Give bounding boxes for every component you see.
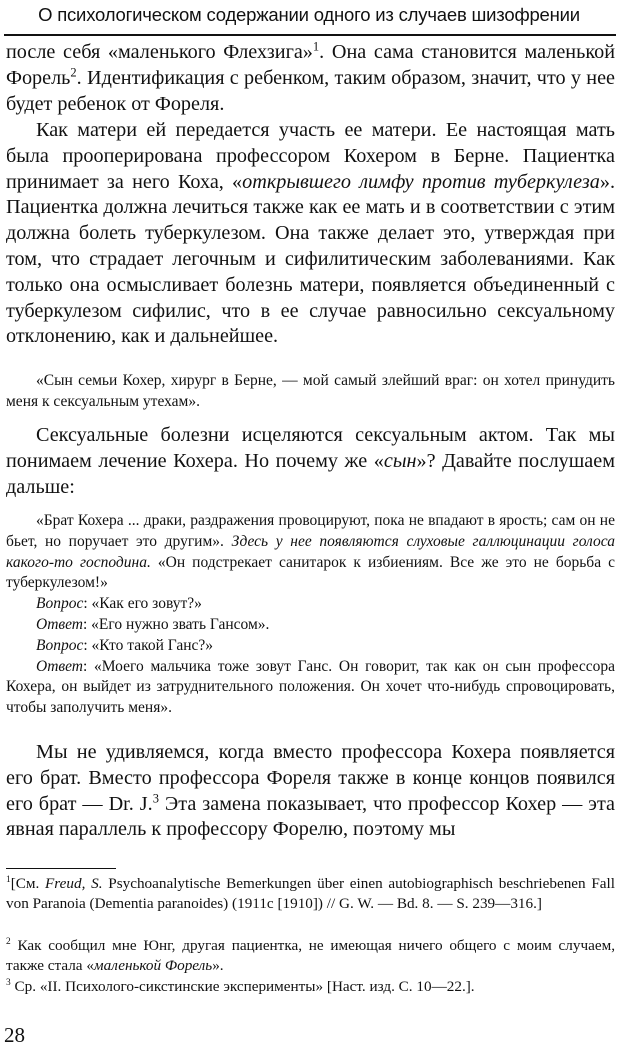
footnote-3 [6, 977, 615, 997]
dialog-role: Вопрос [36, 636, 84, 654]
footnote-2 [6, 936, 615, 976]
quote-text-a: «Брат Кохера ... драки, раздражения провоцируют, пока не впадают в ярость; сам он не бьет, но поручает это другим». [6, 512, 615, 550]
dialog-line [6, 657, 615, 719]
paragraph-2-text-b: ». Пациентка должна лечиться также как ее мать и в соответствии с этим должна болеть туберкулезом. Она также делает это, утверждая при том, что страдает легочным и сифилитическим заболеваниями. Как только она осмысливает болезнь матери, появляется объединенный с туберкулезом сифилис, что в ее случае равносильно сексуальному отклонению, как и дальнейшее. [6, 170, 615, 348]
quote-text-b: «Он подстрекает санитарок к избиениям. Все же это не борьба с туберкулезом!» [6, 553, 615, 592]
dialog-text: : «Его нужно звать Гансом». [82, 615, 270, 633]
dialog-line [6, 615, 615, 636]
paragraph-3-text-b: »? Давайте послушаем дальше: [6, 449, 615, 498]
dialog-text: : «Моего мальчика тоже зовут Ганс. Он говорит, так как он сын профессора Кохера, он выйдет из затруднительного положения. Он хочет что-нибудь спровоцировать, чтобы заполучить меня». [6, 657, 615, 717]
footnote-text-a: [См. [10, 875, 46, 892]
footnote-ref-2[interactable]: 2 [70, 65, 77, 80]
paragraph-3 [6, 423, 615, 500]
footnote-emphasis: маленькой Форель [93, 956, 213, 974]
paragraph-4-text-b: Эта замена показывает, что профессор Кохер — эта явная параллель к профессору Форелю, поэтому мы [6, 792, 615, 841]
footnote-ref-1[interactable]: 1 [312, 39, 320, 54]
dialog-text: : «Как его зовут?» [83, 595, 202, 613]
footnote-emphasis: Freud, S. [45, 875, 103, 892]
header-rule [4, 34, 616, 36]
block-quote-1: «Сын семьи Кохер, хирург в Берне, — мой самый злейший враг: он хотел принудить меня к сексуальным утехам». [6, 372, 615, 410]
paragraph-4 [6, 740, 615, 843]
dialog-role: Ответ [36, 657, 83, 675]
paragraph-1-text-a: после себя «маленького Флехзига» [6, 41, 313, 63]
footnote-text-a: Как сообщил мне Юнг, другая пациентка, не имеющая ничего общего с моим случаем, также стала « [6, 937, 615, 974]
paragraph-1 [6, 40, 615, 117]
quote-paragraph [6, 511, 615, 594]
paragraph-2-emphasis: открывшего лимфу против туберкулеза [242, 170, 600, 193]
dialog-line [6, 636, 615, 657]
footnote-text-b: ». [212, 956, 224, 974]
page-number: 28 [4, 1023, 25, 1047]
paragraph-2 [6, 118, 615, 350]
block-quote-2 [6, 511, 615, 719]
paragraph-1-text-b: . Она сама становится маленькой Форель [6, 41, 615, 89]
running-header: О психологическом содержании одного из случаев шизофрении [38, 4, 580, 25]
footnote-1 [6, 874, 615, 914]
paragraph-2-text-a: Как матери ей передается участь ее матери. Ее настоящая мать была прооперирована профессором Кохером в Берне. Пациентка принимает за него Коха, « [6, 119, 615, 193]
paragraph-4-text-a: Мы не удивляемся, когда вместо профессора Кохера появляется его брат. Вместо профессора Фореля также в конце концов появился его брат — Dr. J. [6, 741, 615, 815]
footnote-mark: 2 [6, 936, 11, 947]
footnote-mark: 1 [6, 874, 11, 885]
dialog-role: Вопрос [36, 595, 84, 613]
footnote-text-a: Ср. «II. Психолого-сикстинские эксперименты» [Наст. изд. С. 10—22.]. [10, 978, 475, 995]
paragraph-3-emphasis: сын [383, 449, 417, 472]
dialog-line [6, 594, 615, 615]
footnote-rule [6, 868, 116, 869]
quote-emphasis: Здесь у нее появляются слуховые галлюцинации голоса какого-то господина. [6, 532, 615, 571]
paragraph-3-text-a: Сексуальные болезни исцеляются сексуальным актом. Так мы понимаем лечение Кохера. Но почему же « [6, 424, 615, 472]
dialog-text: : «Кто такой Ганс?» [83, 636, 213, 654]
paragraph-1-text-c: . Идентификация с ребенком, таким образом, значит, что у нее будет ребенок от Фореля. [6, 66, 615, 115]
dialog-role: Ответ [36, 615, 83, 633]
footnote-text-b: Psychoanalytische Bemerkungen über einen autobiographisch beschriebenen Fall von Paranoia (Dementia paranoides) (1911c [1910]) // G. W. — Bd. 8. — S. 239—316.] [6, 875, 615, 912]
footnote-mark: 3 [6, 977, 11, 988]
footnote-ref-3[interactable]: 3 [152, 790, 159, 805]
